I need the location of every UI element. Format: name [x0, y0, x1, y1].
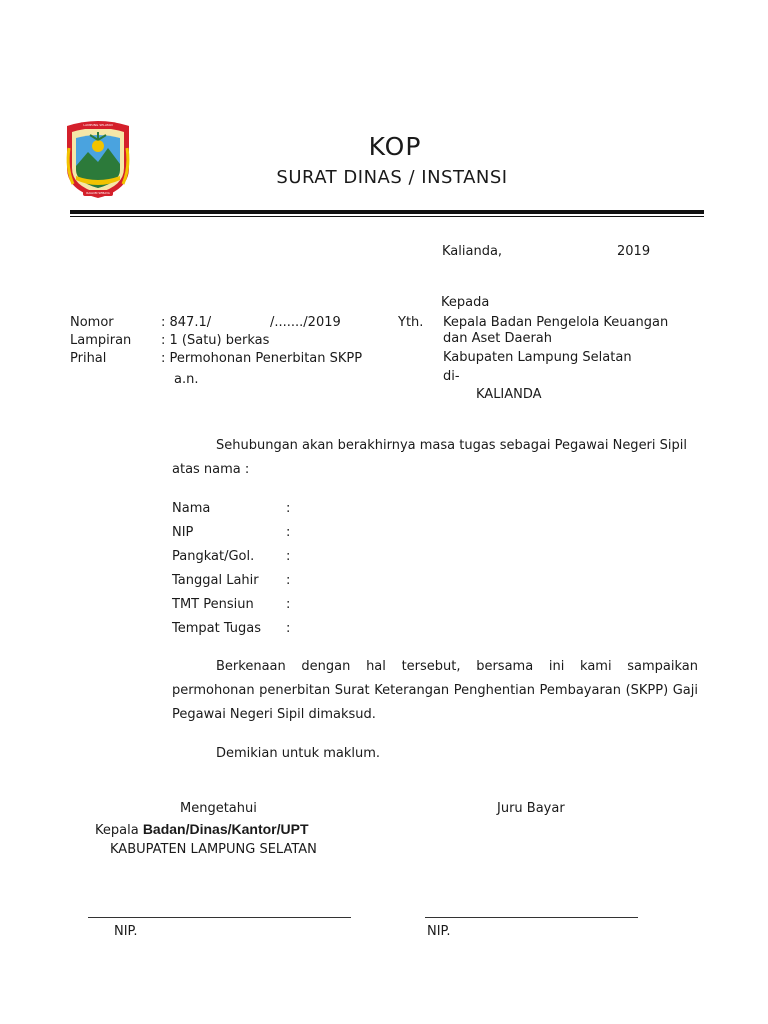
meta-value-prihal: : Permohonan Penerbitan SKPP — [161, 351, 363, 366]
meta-label-nomor: Nomor — [70, 315, 114, 330]
header-rule-thick — [70, 210, 704, 214]
sig-right-nip: NIP. — [427, 924, 451, 939]
meta-value-nomor: : 847.1/ — [161, 315, 212, 330]
recipient-kepada: Kepada — [441, 295, 490, 310]
meta-label-lampiran: Lampiran — [70, 333, 132, 348]
sig-left-kabupaten: KABUPATEN LAMPUNG SELATAN — [110, 842, 317, 857]
field-label-tempat-tugas: Tempat Tugas — [172, 621, 262, 636]
sig-left-title — [95, 821, 309, 838]
recipient-line5: KALIANDA — [476, 387, 542, 402]
header-rule-thin — [70, 216, 704, 217]
sig-right-juru-bayar: Juru Bayar — [497, 801, 565, 816]
field-label-tmt-pensiun: TMT Pensiun — [172, 597, 254, 612]
sig-left-title-bold: Badan/Dinas/Kantor/UPT — [142, 821, 309, 837]
sig-left-nip: NIP. — [114, 924, 138, 939]
recipient-line3: Kabupaten Lampung Selatan — [443, 350, 632, 365]
body-paragraph: Berkenaan dengan hal tersebut, bersama ini kami sampaikan permohonan penerbitan Surat Keterangan Penghentian Pembayaran (SKPP) Gaji Pegawai Negeri Sipil dimaksud. — [172, 659, 698, 722]
sig-left-line — [88, 917, 351, 918]
recipient-line2: dan Aset Daerah — [443, 331, 553, 346]
field-label-pangkat: Pangkat/Gol. — [172, 549, 255, 564]
recipient-yth: Yth. — [398, 315, 424, 330]
meta-prihal-line2: a.n. — [174, 372, 199, 387]
opening-line2: atas nama : — [172, 462, 250, 477]
closing-text: Demikian untuk maklum. — [216, 746, 381, 761]
field-label-nip: NIP — [172, 525, 194, 540]
opening-line1: Sehubungan akan berakhirnya masa tugas sebagai Pegawai Negeri Sipil — [216, 438, 687, 453]
field-label-nama: Nama — [172, 501, 211, 516]
sig-right-line — [425, 917, 638, 918]
field-sep: : — [286, 525, 291, 540]
sig-left-title-prefix: Kepala — [95, 823, 143, 838]
recipient-line1: Kepala Badan Pengelola Keuangan — [443, 315, 669, 330]
kop-subtitle: SURAT DINAS / INSTANSI — [276, 167, 508, 188]
field-sep: : — [286, 573, 291, 588]
field-sep: : — [286, 597, 291, 612]
sig-left-mengetahui: Mengetahui — [180, 801, 257, 816]
date-place: Kalianda, — [442, 244, 503, 259]
meta-label-prihal: Prihal — [70, 351, 107, 366]
logo-bottom-text: RAGOM SEBAYA — [86, 191, 110, 195]
meta-value-lampiran: : 1 (Satu) berkas — [161, 333, 270, 348]
date-year: 2019 — [617, 244, 651, 259]
field-sep: : — [286, 621, 291, 636]
field-sep: : — [286, 501, 291, 516]
field-sep: : — [286, 549, 291, 564]
recipient-line4: di- — [443, 369, 460, 384]
kop-title: KOP — [368, 132, 422, 161]
logo-top-text: LAMPUNG SELATAN — [83, 123, 113, 127]
meta-extra-nomor: /......./2019 — [270, 315, 341, 330]
field-label-tanggal-lahir: Tanggal Lahir — [172, 573, 259, 588]
